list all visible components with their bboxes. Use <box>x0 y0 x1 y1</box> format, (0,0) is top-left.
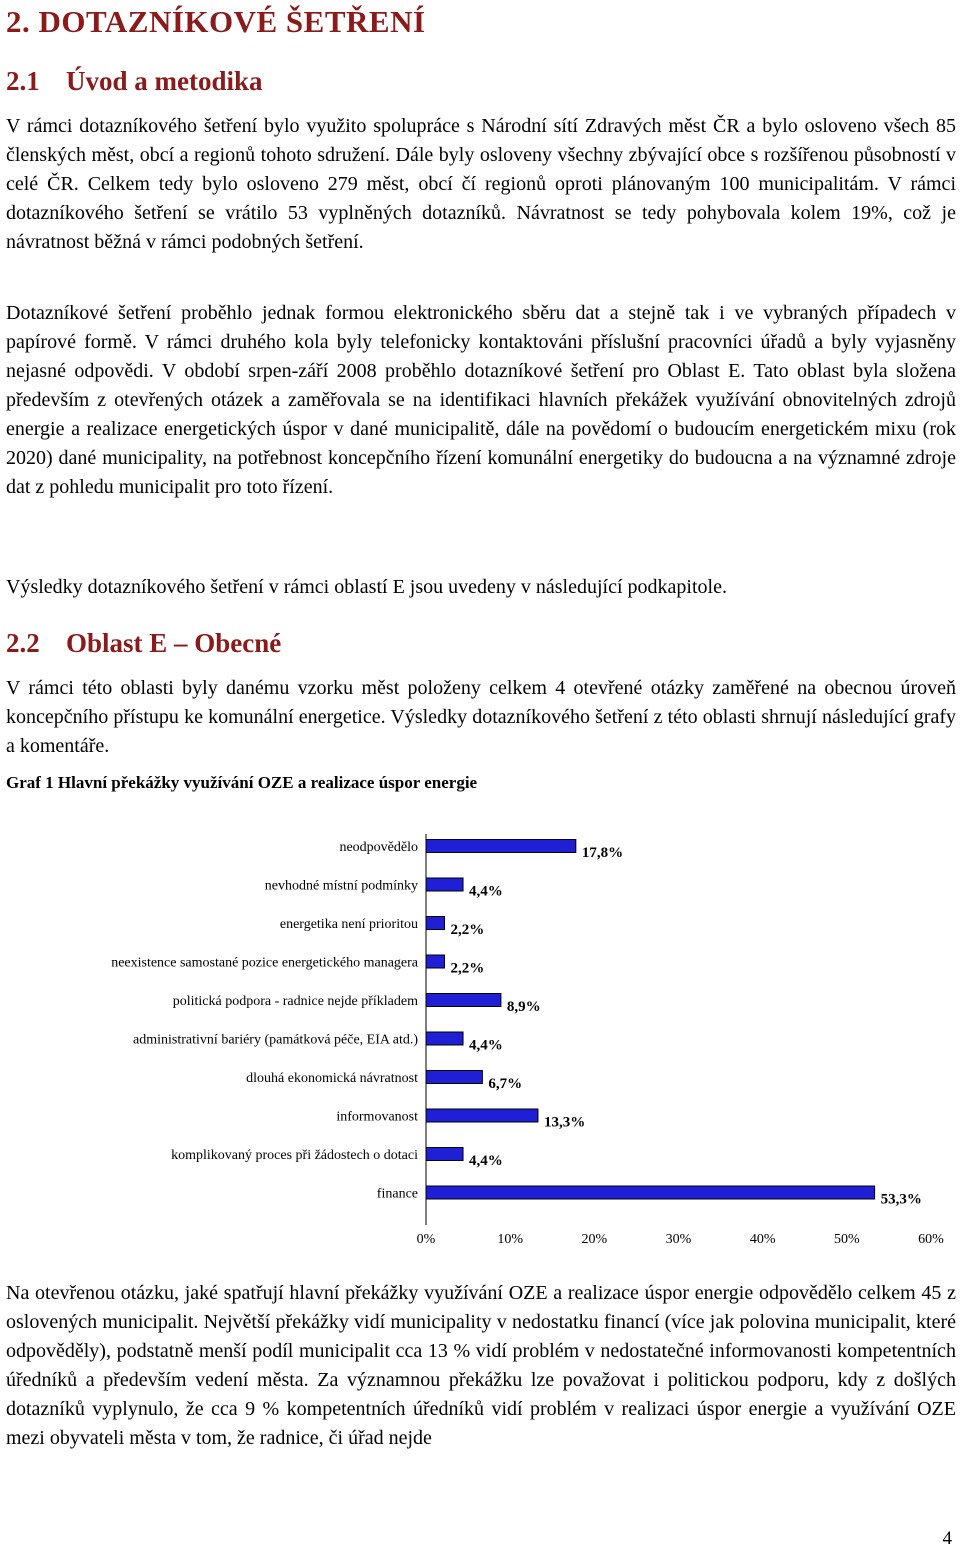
chapter-heading: 2. DOTAZNÍKOVÉ ŠETŘENÍ <box>6 4 426 39</box>
category-label: politická podpora - radnice nejde příkladem <box>172 994 418 1009</box>
bar <box>426 1032 463 1045</box>
category-label: energetika není prioritou <box>279 917 418 932</box>
bar-value-label: 2,2% <box>450 960 485 977</box>
x-tick-label: 60% <box>918 1232 944 1246</box>
section-heading-2-2 <box>6 628 281 659</box>
bar-value-label: 17,8% <box>581 845 624 861</box>
page-number: 4 <box>942 1528 952 1549</box>
bar-chart <box>6 826 946 1246</box>
category-label: administrativní bariéry (památková péče, EIA atd.) <box>133 1032 418 1048</box>
x-tick-label: 0% <box>416 1232 436 1246</box>
bar-value-label: 6,7% <box>488 1076 523 1092</box>
category-label: neodpovědělo <box>339 840 418 855</box>
bar <box>426 994 501 1007</box>
bar-value-label: 4,4% <box>469 1037 503 1054</box>
bar-value-label: 4,4% <box>469 883 503 900</box>
x-tick-label: 20% <box>581 1232 608 1246</box>
section-title: Úvod a metodika <box>66 66 263 96</box>
section-number: 2.2 <box>6 628 40 658</box>
category-label: finance <box>376 1186 418 1202</box>
bar <box>426 1186 875 1199</box>
category-label: neexistence samostané pozice energetického managera <box>111 955 418 971</box>
category-label: dlouhá ekonomická návratnost <box>246 1071 418 1086</box>
category-label: komplikovaný proces při žádostech o dotaci <box>171 1148 418 1163</box>
x-tick-label: 50% <box>833 1232 860 1246</box>
section-number: 2.1 <box>6 66 40 96</box>
bar <box>426 840 576 853</box>
category-label: informovanost <box>336 1109 418 1125</box>
section-heading-2-1 <box>6 66 263 97</box>
bar-value-label: 2,2% <box>450 922 485 938</box>
paragraph-intro-1: V rámci dotazníkového šetření bylo využito spolupráce s Národní sítí Zdravých měst ČR a bylo osloveno všech 85 členských měst, obcí a regionů tohoto sdružení. Dále byly osloveny všechny zbývající obce s rozšířenou působností v celé ČR. Celkem tedy bylo osloveno 279 měst, obcí čí regionů oproti plánovaným 100 municipalitám. V rámci dotazníkového šetření se vrátilo 53 vyplněných dotazníků. Návratnost se tedy pohybovala kolem 19%, což je návratnost běžná v rámci podobných šetření. <box>6 115 956 253</box>
paragraph-intro-3: Výsledky dotazníkového šetření v rámci oblastí E jsou uvedeny v následující podkapitole. <box>6 576 727 598</box>
bar <box>426 1109 538 1122</box>
bar <box>426 917 445 930</box>
x-tick-label: 40% <box>749 1232 776 1246</box>
paragraph-section-2-2: V rámci této oblasti byly danému vzorku měst položeny celkem 4 otevřené otázky zaměřené na obecnou úroveň koncepčního přístupu ke komunální energetice. Výsledky dotazníkového šetření z této oblasti shrnují následující grafy a komentáře. <box>6 677 956 757</box>
x-tick-label: 10% <box>497 1232 524 1246</box>
paragraph-analysis: Na otevřenou otázku, jaké spatřují hlavní překážky využívání OZE a realizace úspor energie odpovědělo celkem 45 z oslovených municipalit. Největší překážky vidí municipality v nedostatku financí (více jak polovina municipalit, které odpověděly), podstatně menší podíl municipalit cca 13 % vidí problém v nedostatečné informovanosti kompetentních úředníků a především vedení města. Za významnou překážku lze považovat i politickou podporu, kdy z došlých dotazníků vyplynulo, že cca 9 % kompetentních úředníků vidí problém v realizaci úspor energie a využívání OZE mezi obyvateli města v tom, že radnice, či úřad nejde <box>6 1282 956 1449</box>
bar <box>426 1148 463 1161</box>
bar <box>426 1071 482 1084</box>
bar <box>426 955 445 968</box>
section-title: Oblast E – Obecné <box>66 628 282 658</box>
category-label: nevhodné místní podmínky <box>264 878 418 894</box>
paragraph-intro-2: Dotazníkové šetření proběhlo jednak formou elektronického sběru dat a stejně tak i ve vybraných případech v papírové formě. V rámci druhého kola byly telefonicky kontaktováni příslušní pracovníci úřadů a byly vyjasněny nejasné odpovědi. V období srpen-září 2008 proběhlo dotazníkové šetření pro Oblast E. Tato oblast byla složena především z otevřených otázek a zaměřovala se na identifikaci hlavních překážek využívání obnovitelných zdrojů energie a realizace energetických úspor v dané municipalitě, dále na povědomí o budoucím energetickém mixu (rok 2020) dané municipality, na potřebnost koncepčního řízení komunální energetiky do budoucna a na významné zdroje dat z pohledu municipalit pro toto řízení. <box>6 302 956 498</box>
bar <box>426 878 463 891</box>
bar-value-label: 8,9% <box>506 999 541 1015</box>
figure-title: Graf 1 Hlavní překážky využívání OZE a realizace úspor energie <box>6 773 478 792</box>
bar-value-label: 53,3% <box>880 1191 922 1208</box>
bar-value-label: 13,3% <box>543 1114 586 1131</box>
bar-value-label: 4,4% <box>469 1153 503 1169</box>
x-tick-label: 30% <box>665 1232 692 1246</box>
